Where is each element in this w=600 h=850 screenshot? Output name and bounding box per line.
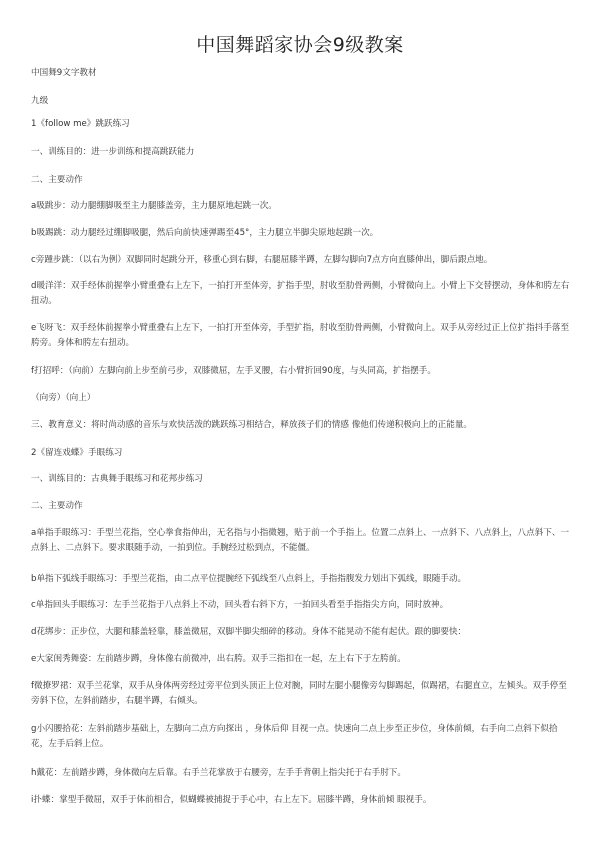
paragraph-move-2f: f微撩罗裙：双手兰花掌，双手从身体两旁经过旁平位到头顶正上位对腕，同时左腿小腿像旁勾脚踢起，似踢裙，右腿直立，左倾头。双手停至旁斜下位，左斜前踏步，右腿半蹲，右倾头。: [31, 681, 567, 706]
paragraph-move-2g: g小闪腰拾花：左斜前踏步基础上，左脚向二点方向探出 ，身体后仰 目视一点。快速向二点上步至正步位，身体前倾，右手向二点斜下似拾花，左手后斜上位。: [31, 724, 558, 749]
paragraph-move-f-variants: （向旁）（向上）: [31, 393, 96, 403]
paragraph-section-2-title: 2《留连戏蝶》手眼练习: [31, 448, 123, 458]
paragraph-move-2h: h戴花：左前踏步蹲，身体微向左后靠。右手兰花掌放于右腰旁，左手手背朝上指尖托于右手肘下。: [31, 768, 406, 778]
paragraph-move-d: d暖洋洋：双手经体前握拳小臂重叠右上左下，一拍打开至体旁，扩指手型，肘收至肋骨两侧，小臂微向上。小臂上下交替摆动，身体和胯左右扭动。: [31, 281, 570, 306]
paragraph-level: 九级: [31, 96, 49, 106]
paragraph-move-a: a吸跳步：动力腿绷脚吸至主力腿膝盖旁，主力腿原地起跳一次。: [31, 201, 277, 211]
paragraph-move-f: f打招呼：（向前）左脚向前上步至前弓步，双膝微屈，左手叉腰，右小臂折回90度，与头同高，扩指摆手。: [31, 366, 436, 376]
paragraph-move-2e: e大家闺秀舞姿：左前踏步蹲，身体像右前微冲，出右胯。双手三指扣在一起，左上右下于左胯前。: [31, 654, 406, 664]
paragraph-move-b: b吸踢跳：动力腿经过绷脚吸腿，然后向前快速弹踢至45°，主力腿立半脚尖原地起跳一次。: [31, 228, 379, 238]
paragraph-section-1-title: 1《follow me》跳跃练习: [31, 119, 130, 129]
paragraph-main-moves-heading: 二、主要动作: [31, 175, 83, 185]
paragraph-move-c: c旁踵步跳：（以右为例）双脚同时起跳分开，移重心到右脚，右腿屈膝半蹲，左脚勾脚向7点方向直膝伸出，脚后跟点地。: [31, 255, 493, 265]
paragraph-move-2a: a单指手眼练习：手型兰花指，空心拳食指伸出，无名指与小指微翘，贴于前一个手指上。位置二点斜上、一点斜下、八点斜上，八点斜下、一点斜上、二点斜下。要求眼随手动，一拍到位。手腕经过松到点，不能僵。: [31, 528, 570, 553]
paragraph-move-e: e飞呀飞：双手经体前握拳小臂重叠右上左下，一拍打开至体旁，手型扩指，肘收至肋骨两侧，小臂微向上。双手从旁经过正上位扩指抖手落至胯旁。身体和胯左右扭动。: [31, 323, 570, 348]
paragraph-move-2c: c单指回头手眼练习：左手兰花指于八点斜上不动，回头看右斜下方，一拍回头看至手指指尖方向，同时放神。: [31, 600, 449, 610]
document-title: 中国舞蹈家协会9级教案: [196, 34, 404, 56]
paragraph-training-goal-2: 一、训练目的：古典舞手眼练习和花邦步练习: [31, 474, 203, 484]
paragraph-textbook-name: 中国舞9文字教材: [31, 68, 97, 78]
paragraph-educational-meaning: 三、教育意义：将时尚动感的音乐与欢快活泼的跳跃练习相结合，释放孩子们的情感 像他们传递积极向上的正能量。: [31, 420, 473, 430]
paragraph-main-moves-heading-2: 二、主要动作: [31, 501, 83, 511]
paragraph-move-2d: d花绑步：正步位，大腿和膝盖轻靠，膝盖微屈，双脚半脚尖细碎的移动。身体不能晃动不能有起伏。跟的脚要快：: [31, 627, 467, 637]
paragraph-move-2i: i扑蝶：掌型手微屈，双手于体前相合，似蝴蝶被捕捉于手心中，右上左下。屈膝半蹲，身体前倾 眼视手。: [31, 795, 432, 805]
paragraph-training-goal: 一、训练目的：进一步训练和提高跳跃能力: [31, 147, 195, 157]
paragraph-move-2b: b单指下弧线手眼练习：手型兰花指，由二点平位提腕经下弧线至八点斜上，手指指腹发力划出下弧线，眼随手动。: [31, 574, 467, 584]
